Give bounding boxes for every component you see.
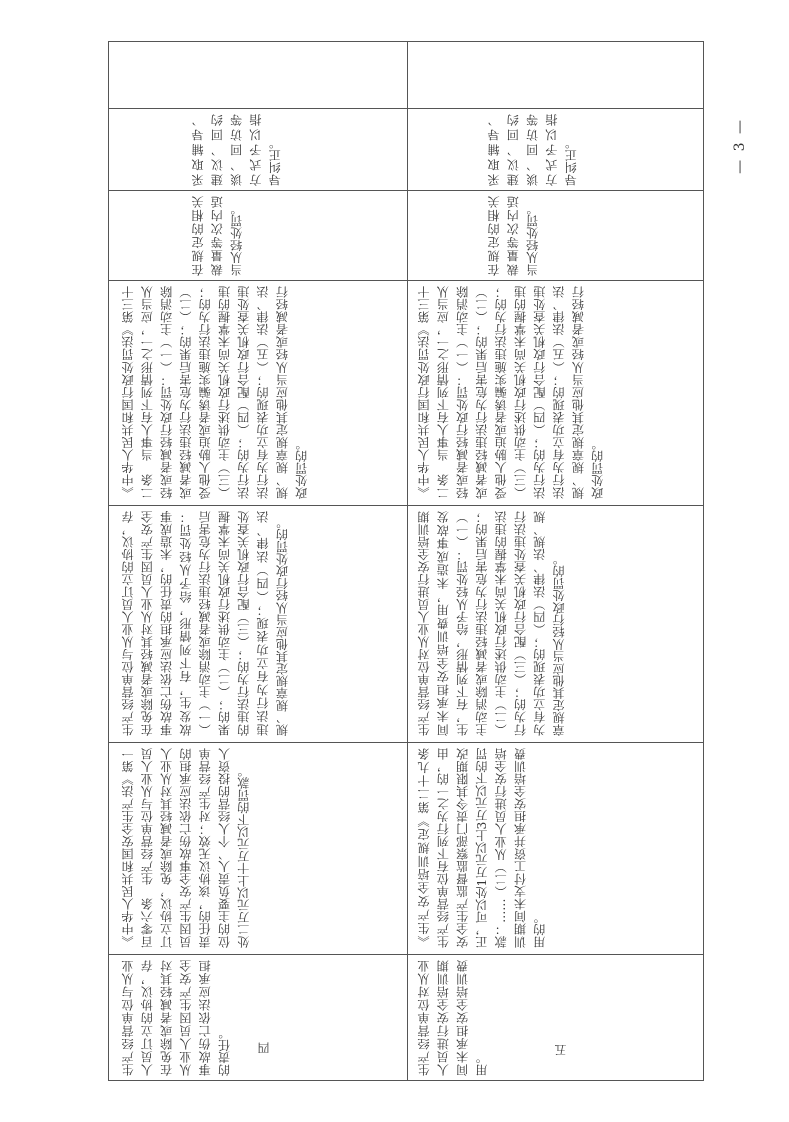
column-divider [109, 742, 703, 743]
lenient-condition: 生产经营单位对从业人员进行安全培训期间未承担安全培训费用，未造成事故发生，有下列情形，给予从轻处罚：（一）主动消除或者减轻违法行为危害后果的；（二）主动供述行政机关尚未掌握的违法行为的；（三）配合行政机关查处违法行为有立功表现的；（四）法律、法规、规章规定其他应当从轻行政处罚的。 [417, 511, 567, 736]
column-divider [109, 280, 703, 281]
discretion-range: 在规定的相关裁量等次内适当从轻处罚。 [191, 196, 244, 276]
penalty-discretion-table [108, 41, 704, 1081]
legal-basis: 《生产安全培训规定》第二十九条 生产经营单位有下列行为之一的，由安全生产监督监察部门责令其限期改正，可以处1万元以上3万元以下的罚款：……（二）从业人员进行安全培训期间未支付工资并承担安全培训费用的。 [417, 735, 547, 948]
column-divider [109, 190, 703, 191]
guidance-measure: 采取辅导、建议、回约谈、回访等方式予以指导纠正。 [487, 114, 579, 186]
row-divider [407, 42, 408, 1080]
violation-item: 生产经营单位对从业人员进行安全培训期间未承担安全培训费用。 [417, 960, 489, 1076]
penalty-law: 《中华人民共和国行政处罚法》第三十二条 当事人有下列情形之一，应当从轻或者减轻行政处罚：（一）主动消除或者减轻违法行为危害后果的；（二）受他人胁迫或者诱骗实施违法行为的；（三）主动供述行政机关尚未掌握的违法行为的；（四）配合行政机关查处违法行为有立功表现的；（五）法律、法规、规章规定其他应当从轻或者减轻行政处罚的。 [121, 286, 309, 499]
column-divider [109, 954, 703, 955]
legal-basis: 《中华人民共和国安全生产法》第一百零六条 生产经营单位与从业人员订立协议，免除或者减轻其对从业人员因生产安全事故伤亡依法应承担的责任的，该协议无效；对生产经营单位的主要负责人、个人经营的投资人处二万元以上十万元以下的罚款。 [121, 748, 251, 948]
page-number: — 3 — [732, 118, 748, 174]
column-divider [109, 505, 703, 506]
row-index: 四 [257, 1042, 271, 1054]
row-index: 五 [554, 1044, 568, 1056]
discretion-range: 在规定的相关裁量等次内适当从轻处罚。 [487, 196, 540, 276]
guidance-measure: 采取辅导、建议、回约谈、回访等方式予以指导纠正。 [191, 114, 283, 186]
lenient-condition: 生产经营单位与从业人员订立的协议，存在免除或者减轻其对从业人员因生产安全事故伤亡依法应承担的责任的，未造成事故发生，有下列情形，给予从轻处罚：（一）主动消除或者减轻违法行为危害后果的；（二）主动供述行政机关尚未掌握的违法行为的；（三）配合行政机关查处违法行为有立功表现；（四）法律、法规、规章规定其他应当从轻行政处罚的。 [121, 511, 290, 736]
penalty-law: 《中华人民共和国行政处罚法》第三十二条 当事人有下列情形之一，应当从轻或者减轻行政处罚：（一）主动消除或者减轻违法行为危害后果的；（二）受他人胁迫或者诱骗实施违法行为的；（三）主动供述行政机关尚未掌握的违法行为的；（四）配合行政机关查处违法行为有立功表现的；（五）法律、法规、规章规定其他应当从轻或者减轻行政处罚的。 [417, 286, 605, 499]
column-divider [109, 108, 703, 109]
violation-item: 生产经营单位与从业人员订立的协议，存在免除或者减轻其对从业人员因生产安全事故伤亡依法应承担的责任。 [121, 960, 232, 1076]
